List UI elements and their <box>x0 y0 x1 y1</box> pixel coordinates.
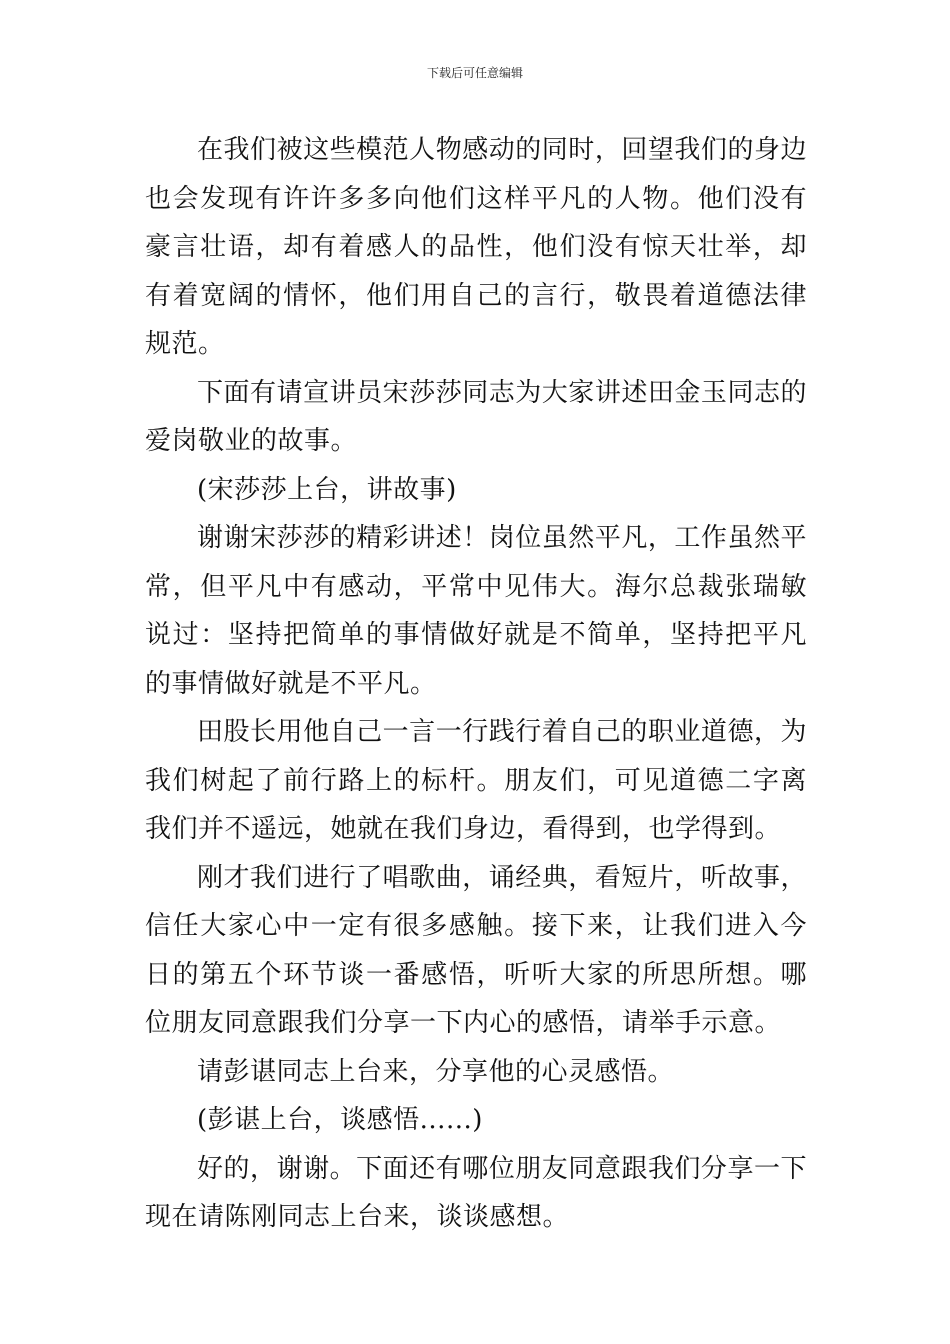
page-header: 下载后可任意编辑 <box>426 66 523 80</box>
paragraph-stage-direction-story: (宋莎莎上台，讲故事) <box>197 474 457 505</box>
paragraph-fifth-segment: 刚才我们进行了唱歌曲，诵经典，看短片，听故事，信任大家心中一定有很多感触。接下来，让我们进入今日的第五个环节谈一番感悟，听听大家的所思所想。哪位朋友同意跟我们分享一下内心的感悟，请举手示意。 <box>145 862 807 1038</box>
paragraph-thanks-speaker: 谢谢宋莎莎的精彩讲述！岗位虽然平凡，工作虽然平常，但平凡中有感动，平常中见伟大。海尔总裁张瑞敏说过：坚持把简单的事情做好就是不简单，坚持把平凡的事情做好就是不平凡。 <box>145 523 807 699</box>
paragraph-invite-peng: 请彭谌同志上台来，分享他的心灵感悟。 <box>197 1056 675 1087</box>
paragraph-invite-chen: 好的，谢谢。下面还有哪位朋友同意跟我们分享一下现在请陈刚同志上台来，谈谈感想。 <box>145 1153 807 1232</box>
paragraph-invite-speaker: 下面有请宣讲员宋莎莎同志为大家讲述田金玉同志的爱岗敬业的故事。 <box>145 377 807 456</box>
document-body <box>145 126 807 1242</box>
paragraph-role-models: 在我们被这些模范人物感动的同时，回望我们的身边也会发现有许许多多向他们这样平凡的人物。他们没有豪言壮语，却有着感人的品性，他们没有惊天壮举，却有着宽阔的情怀，他们用自己的言行，敬畏着道德法律规范。 <box>145 135 807 359</box>
paragraph-professional-ethics: 田股长用他自己一言一行践行着自己的职业道德，为我们树起了前行路上的标杆。朋友们，可见道德二字离我们并不遥远，她就在我们身边，看得到，也学得到。 <box>145 717 807 844</box>
paragraph-stage-direction-reflection: (彭谌上台，谈感悟......) <box>197 1105 483 1135</box>
